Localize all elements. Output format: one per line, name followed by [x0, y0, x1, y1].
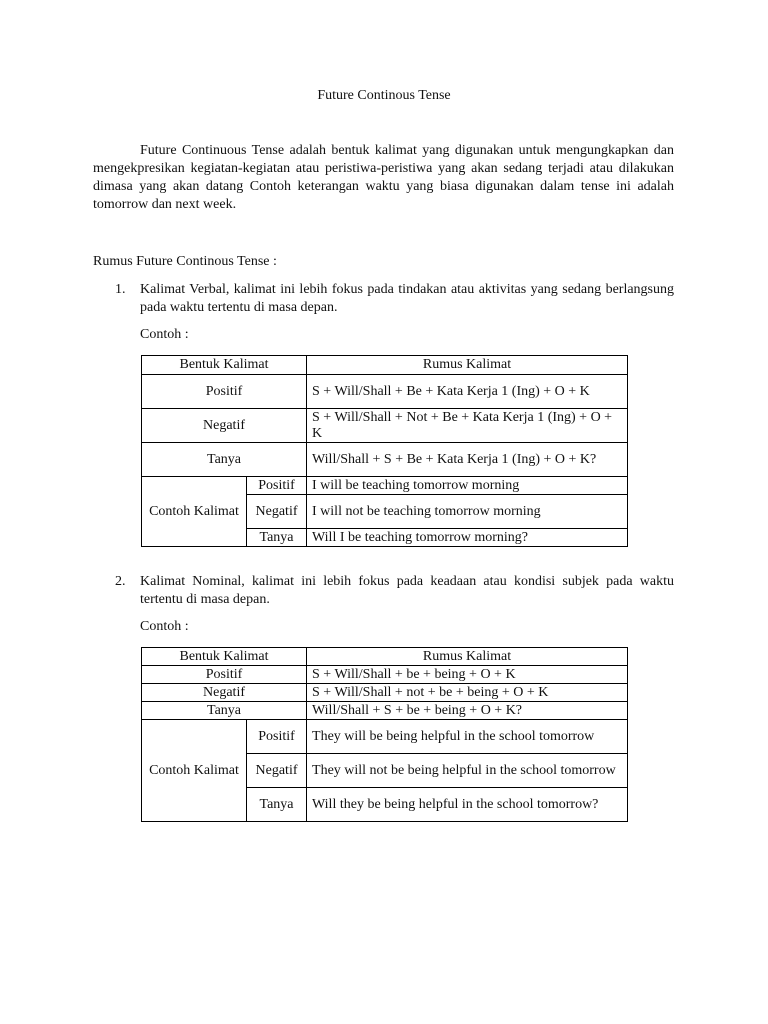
list-item-text: Kalimat Nominal, kalimat ini lebih fokus pada keadaan atau kondisi subjek pada waktu tertentu di masa depan.	[140, 574, 674, 607]
example-type: Tanya	[247, 529, 307, 547]
row-formula: S + Will/Shall + Not + Be + Kata Kerja 1 (Ing) + O + K	[307, 409, 628, 443]
list-item-verbal	[93, 281, 674, 317]
example-sentence: I will not be teaching tomorrow morning	[307, 495, 628, 529]
table-row	[142, 375, 628, 409]
header-rumus-kalimat: Rumus Kalimat	[307, 648, 628, 666]
table-row	[142, 720, 628, 754]
list-item-nominal	[93, 573, 674, 609]
table-row	[142, 702, 628, 720]
row-label: Tanya	[142, 702, 307, 720]
list-number: 2.	[115, 574, 126, 589]
row-formula: S + Will/Shall + be + being + O + K	[307, 666, 628, 684]
verbal-formula-table	[141, 355, 628, 547]
example-sentence: I will be teaching tomorrow morning	[307, 477, 628, 495]
row-label: Negatif	[142, 684, 307, 702]
row-formula: S + Will/Shall + Be + Kata Kerja 1 (Ing) + O + K	[307, 375, 628, 409]
example-sentence: They will not be being helpful in the school tomorrow	[307, 754, 628, 788]
contoh-label: Contoh :	[140, 327, 189, 342]
table-row	[142, 684, 628, 702]
table-row	[142, 443, 628, 477]
row-formula: S + Will/Shall + not + be + being + O + K	[307, 684, 628, 702]
list-number: 1.	[115, 282, 126, 297]
example-type: Negatif	[247, 495, 307, 529]
row-formula: Will/Shall + S + Be + Kata Kerja 1 (Ing) + O + K?	[307, 443, 628, 477]
example-sentence: Will I be teaching tomorrow morning?	[307, 529, 628, 547]
contoh-kalimat-label: Contoh Kalimat	[142, 720, 247, 822]
table-row	[142, 666, 628, 684]
example-type: Positif	[247, 720, 307, 754]
intro-paragraph: Future Continuous Tense adalah bentuk kalimat yang digunakan untuk mengungkapkan dan mengekpresikan kegiatan-kegiatan atau peristiwa-peristiwa yang akan sedang terjadi atau dilakukan dimasa yang akan datang Contoh keterangan waktu yang biasa digunakan dalam tense ini adalah tomorrow dan next week.	[93, 143, 674, 212]
header-rumus-kalimat: Rumus Kalimat	[307, 356, 628, 375]
example-sentence: They will be being helpful in the school tomorrow	[307, 720, 628, 754]
example-sentence: Will they be being helpful in the school tomorrow?	[307, 788, 628, 822]
header-bentuk-kalimat: Bentuk Kalimat	[142, 648, 307, 666]
list-item-text: Kalimat Verbal, kalimat ini lebih fokus pada tindakan atau aktivitas yang sedang berlangsung pada waktu tertentu di masa depan.	[140, 282, 674, 315]
contoh-label: Contoh :	[140, 619, 189, 634]
table-header-row	[142, 356, 628, 375]
page-title: Future Continous Tense	[317, 88, 451, 103]
row-label: Tanya	[142, 443, 307, 477]
header-bentuk-kalimat: Bentuk Kalimat	[142, 356, 307, 375]
table-row	[142, 409, 628, 443]
table-header-row	[142, 648, 628, 666]
table-row	[142, 477, 628, 495]
row-label: Negatif	[142, 409, 307, 443]
nominal-formula-table	[141, 647, 628, 822]
example-type: Negatif	[247, 754, 307, 788]
row-formula: Will/Shall + S + be + being + O + K?	[307, 702, 628, 720]
example-type: Tanya	[247, 788, 307, 822]
contoh-kalimat-label: Contoh Kalimat	[142, 477, 247, 547]
example-type: Positif	[247, 477, 307, 495]
row-label: Positif	[142, 375, 307, 409]
rumus-heading: Rumus Future Continous Tense :	[93, 254, 277, 269]
row-label: Positif	[142, 666, 307, 684]
